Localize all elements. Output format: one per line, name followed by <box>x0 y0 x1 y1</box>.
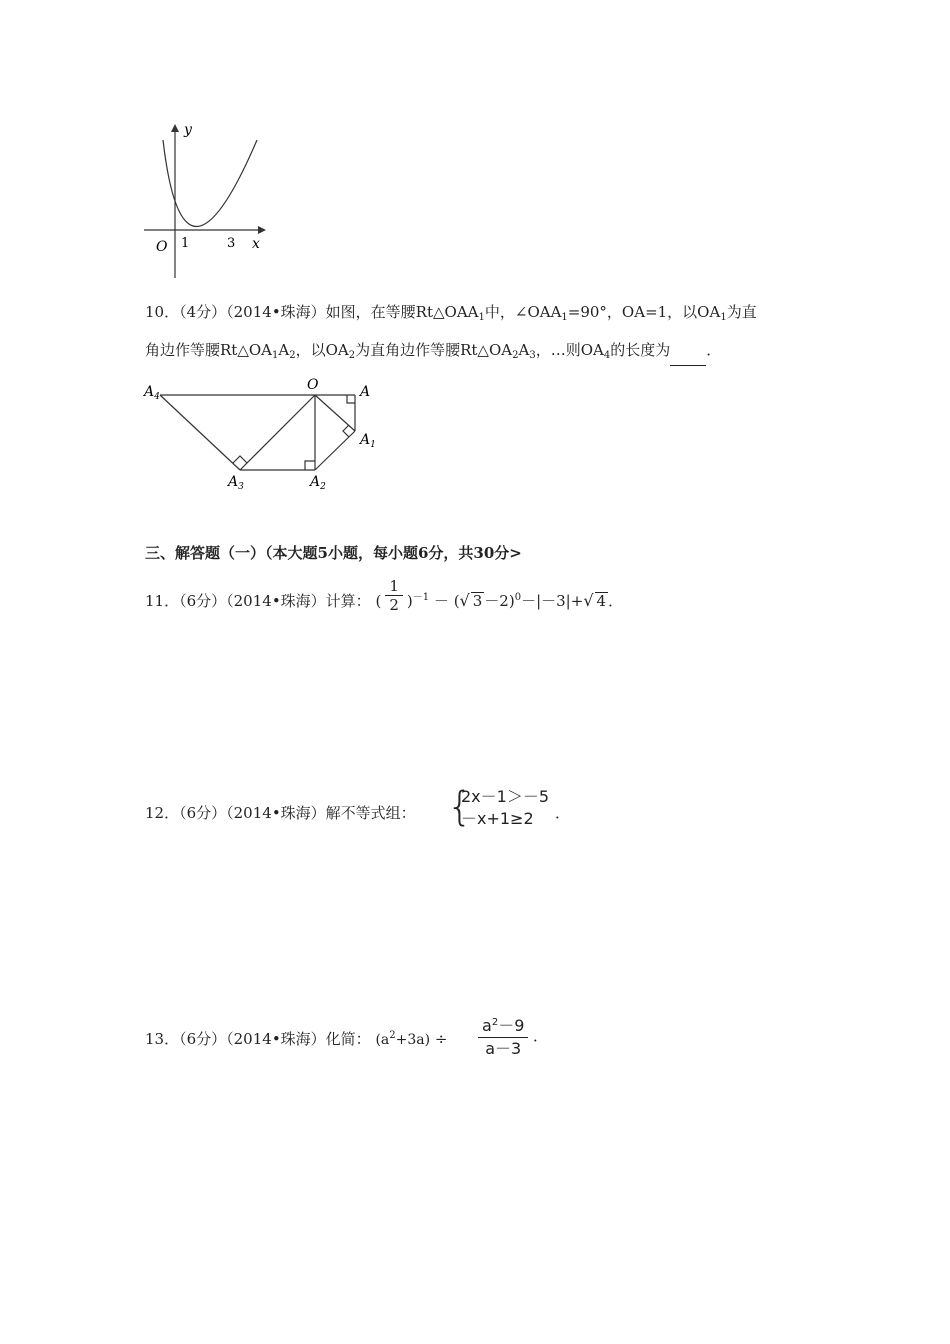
label-A4: $A_4$ <box>144 384 160 402</box>
question-text: 解不等式组： <box>325 804 416 822</box>
section-heading: 三、解答题（一）（本大题5小题，每小题6分，共30分> <box>145 544 522 562</box>
inequality-system <box>447 786 549 830</box>
question-13 <box>145 1026 447 1050</box>
label-A3: $A_3$ <box>228 474 244 492</box>
question-text: ，…则OA <box>535 341 604 359</box>
radicand: 3 <box>472 592 483 610</box>
question-text: 角边作等腰Rt△OA <box>145 341 272 359</box>
question-source: （2014•珠海） <box>226 303 326 321</box>
question-text: A <box>278 341 290 359</box>
question-11 <box>145 576 624 614</box>
question-number: 12． <box>145 804 180 822</box>
subscript: 1 <box>720 312 727 323</box>
label-A2: $A_2$ <box>310 474 326 492</box>
operator: － <box>433 592 449 610</box>
inequality-2: －x+1≥2 <box>461 809 534 828</box>
paren: ( <box>453 592 460 610</box>
expression: $(a^2+3a)$ <box>375 1030 431 1048</box>
question-text: ，以OA <box>295 341 349 359</box>
x-axis-arrow-icon <box>258 226 266 234</box>
paren: ( <box>375 592 382 610</box>
fraction-denominator: 2 <box>389 595 399 614</box>
question-score: （6分） <box>179 804 227 822</box>
subscript: 1 <box>478 312 485 323</box>
label-A1: $A_1$ <box>360 432 376 450</box>
tick-label-1: 1 <box>181 236 190 251</box>
question-10-line-2 <box>145 340 721 366</box>
y-axis-label: y <box>184 122 192 138</box>
expression: －2) <box>484 592 515 610</box>
subscript: 2 <box>512 350 519 361</box>
punctuation: ． <box>608 592 624 610</box>
question-12-end: ． <box>555 804 571 822</box>
question-text: A <box>518 341 530 359</box>
expression: －|－3|+ <box>521 592 584 610</box>
question-number: 10． <box>145 303 180 321</box>
sqrt-icon: √ <box>459 591 470 610</box>
subscript: 1 <box>272 350 279 361</box>
answer-blank[interactable] <box>670 351 706 366</box>
right-angle-mark-A <box>347 395 355 403</box>
parabola-curve <box>163 140 257 227</box>
sqrt-icon: √ <box>583 591 594 610</box>
x-axis-label: x <box>252 236 260 252</box>
question-source: （2014•珠海） <box>226 1030 326 1048</box>
subscript: 2 <box>289 350 296 361</box>
right-angle-mark-A2 <box>305 461 315 470</box>
label-A: A <box>360 384 371 400</box>
radicand: 4 <box>596 592 607 610</box>
parabola-graph <box>140 118 275 283</box>
question-13-end: ． <box>533 1027 549 1045</box>
segment-A4-A3 <box>160 395 240 470</box>
paren: ) <box>406 592 413 610</box>
fraction-a2-9-over-a-3 <box>478 1012 528 1060</box>
origin-label: O <box>156 239 168 255</box>
segment-O-A3 <box>240 395 315 470</box>
question-10-line-1 <box>145 302 757 328</box>
fraction-numerator: $a^2-9$ <box>478 1012 528 1038</box>
right-angle-mark-A1 <box>343 425 349 437</box>
question-number: 11． <box>145 592 180 610</box>
question-source: （2014•珠海） <box>226 804 326 822</box>
fraction-one-half <box>385 577 403 614</box>
question-score: （6分） <box>179 592 227 610</box>
tick-label-3: 3 <box>227 236 236 251</box>
question-text: 的长度为 <box>610 341 671 359</box>
fraction-denominator: a－3 <box>485 1039 522 1058</box>
divide-icon: ÷ <box>434 1030 448 1048</box>
question-text: 中，∠OAA <box>484 303 562 321</box>
triangle-figure <box>140 372 385 497</box>
question-text: 为直 <box>726 303 757 321</box>
y-axis-arrow-icon <box>171 124 179 132</box>
exponent: －1 <box>412 592 430 603</box>
question-text: 为直角边作等腰Rt△OA <box>355 341 513 359</box>
brace-icon: { <box>447 784 473 830</box>
right-angle-mark-A3 <box>233 456 247 463</box>
question-12 <box>145 803 416 823</box>
fraction-numerator: 1 <box>385 577 403 596</box>
question-text: 化简： <box>325 1030 371 1048</box>
subscript: 2 <box>348 350 356 361</box>
subscript: 3 <box>529 350 536 361</box>
subscript: 1 <box>561 312 568 323</box>
question-text: ． <box>706 341 722 359</box>
question-text: 计算： <box>325 592 371 610</box>
label-O: O <box>307 377 319 393</box>
subscript: 4 <box>603 350 611 361</box>
question-text: 如图，在等腰Rt△OAA <box>325 303 479 321</box>
question-score: （6分） <box>179 1030 227 1048</box>
question-score: （4分） <box>179 303 227 321</box>
question-number: 13． <box>145 1030 180 1048</box>
inequality-1: 2x－1＞－5 <box>461 787 550 806</box>
exponent: 0 <box>514 592 522 603</box>
question-text: =90°，OA=1，以OA <box>567 303 721 321</box>
question-source: （2014•珠海） <box>226 592 326 610</box>
